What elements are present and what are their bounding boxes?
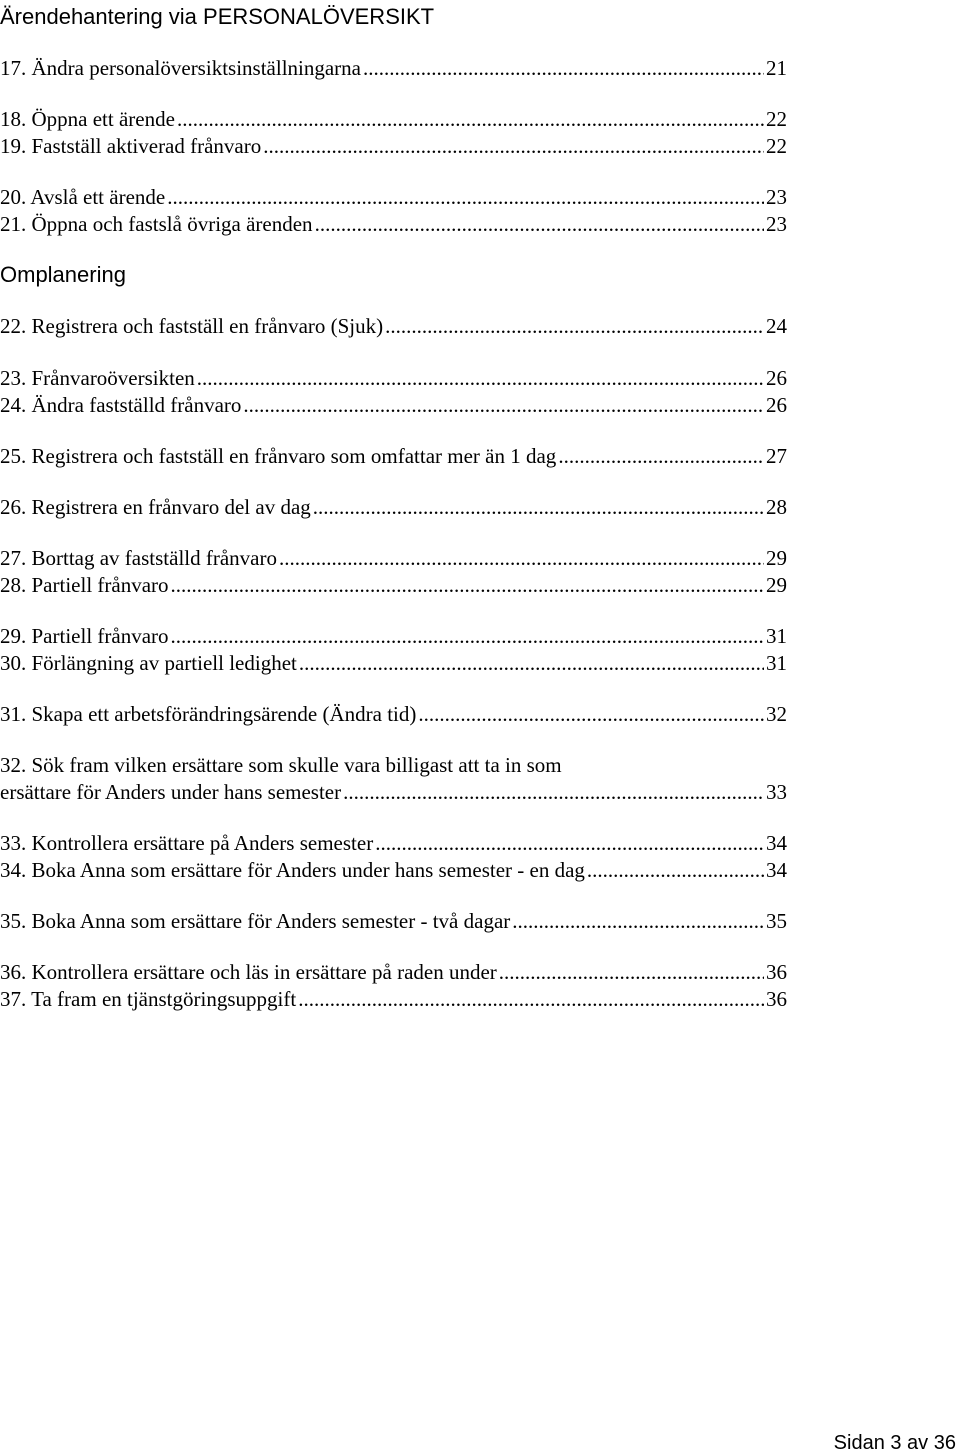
toc-entry-20[interactable]: [0, 184, 787, 210]
toc-entry-label: 28. Partiell frånvaro: [0, 573, 169, 597]
dot-leader: [343, 779, 764, 805]
dot-leader: [243, 392, 764, 418]
section-heading-omplanering: Omplanering: [0, 262, 126, 287]
dot-leader: [313, 494, 764, 520]
toc-entry-29[interactable]: [0, 623, 787, 649]
dot-leader: [171, 572, 764, 598]
toc-entry-label: 33. Kontrollera ersättare på Anders semester: [0, 831, 374, 855]
toc-entry-31[interactable]: [0, 701, 787, 727]
toc-entry-page: 29: [766, 573, 787, 597]
toc-entry-label: 24. Ändra fastställd frånvaro: [0, 393, 242, 417]
dot-leader: [299, 650, 764, 676]
dot-leader: [363, 55, 764, 81]
dot-leader: [558, 443, 764, 469]
toc-entry-page: 21: [766, 56, 787, 80]
toc-entry-label: 17. Ändra personalöversiktsinställningarna: [0, 56, 361, 80]
toc-entry-label: 19. Fastställ aktiverad frånvaro: [0, 134, 262, 158]
toc-entry-label: 30. Förlängning av partiell ledighet: [0, 651, 297, 675]
toc-entry-label: 26. Registrera en frånvaro del av dag: [0, 495, 311, 519]
toc-entry-label: 22. Registrera och fastställ en frånvaro (Sjuk): [0, 314, 384, 338]
toc-entry-page: 26: [766, 366, 787, 390]
dot-leader: [263, 133, 764, 159]
toc-entry-28[interactable]: [0, 572, 787, 598]
toc-entry-page: 22: [766, 134, 787, 158]
toc-entry-label: 35. Boka Anna som ersättare för Anders semester - två dagar: [0, 909, 511, 933]
dot-leader: [171, 623, 764, 649]
dot-leader: [279, 545, 764, 571]
toc-entry-label: 25. Registrera och fastställ en frånvaro som omfattar mer än 1 dag: [0, 444, 557, 468]
toc-entry-24[interactable]: [0, 392, 787, 418]
toc-entry-23[interactable]: [0, 365, 787, 391]
toc-entry-page: 28: [766, 495, 787, 519]
toc-entry-label: 37. Ta fram en tjänstgöringsuppgift: [0, 987, 297, 1011]
dot-leader: [177, 106, 764, 132]
dot-leader: [298, 986, 764, 1012]
toc-entry-32[interactable]: [0, 779, 787, 805]
dot-leader: [385, 313, 764, 339]
toc-entry-25[interactable]: [0, 443, 787, 469]
toc-entry-page: 31: [766, 651, 787, 675]
dot-leader: [197, 365, 764, 391]
toc-entry-label: 20. Avslå ett ärende: [0, 185, 166, 209]
toc-entry-label: 31. Skapa ett arbetsförändringsärende (Ändra tid): [0, 702, 417, 726]
dot-leader: [499, 959, 764, 985]
toc-entry-22[interactable]: [0, 313, 787, 339]
toc-entry-30[interactable]: [0, 650, 787, 676]
dot-leader: [512, 908, 764, 934]
toc-entry-page: 35: [766, 909, 787, 933]
toc-entry-18[interactable]: [0, 106, 787, 132]
toc-entry-32-line1[interactable]: 32. Sök fram vilken ersättare som skulle vara billigast att ta in som: [0, 753, 562, 777]
page-number-footer: Sidan 3 av 36: [833, 1432, 956, 1454]
toc-entry-page: 34: [766, 831, 787, 855]
toc-entry-label: 36. Kontrollera ersättare och läs in ersättare på raden under: [0, 960, 497, 984]
dot-leader: [315, 211, 764, 237]
toc-entry-page: 32: [766, 702, 787, 726]
toc-entry-label: 29. Partiell frånvaro: [0, 624, 169, 648]
toc-entry-label: 18. Öppna ett ärende: [0, 107, 175, 131]
toc-entry-label: 34. Boka Anna som ersättare för Anders under hans semester - en dag: [0, 858, 585, 882]
toc-entry-36[interactable]: [0, 959, 787, 985]
toc-entry-page: 36: [766, 987, 787, 1011]
toc-entry-27[interactable]: [0, 545, 787, 571]
toc-entry-label: ersättare för Anders under hans semester: [0, 780, 342, 804]
toc-entry-page: 29: [766, 546, 787, 570]
toc-entry-page: 24: [766, 314, 787, 338]
toc-entry-35[interactable]: [0, 908, 787, 934]
toc-entry-page: 23: [766, 212, 787, 236]
toc-entry-33[interactable]: [0, 830, 787, 856]
section-heading-personaloversikt: Ärendehantering via PERSONALÖVERSIKT: [0, 4, 435, 29]
toc-entry-26[interactable]: [0, 494, 787, 520]
toc-entry-page: 27: [766, 444, 787, 468]
toc-entry-37[interactable]: [0, 986, 787, 1012]
toc-entry-label: 23. Frånvaroöversikten: [0, 366, 195, 390]
toc-entry-page: 36: [766, 960, 787, 984]
toc-entry-34[interactable]: [0, 857, 787, 883]
toc-entry-19[interactable]: [0, 133, 787, 159]
toc-entry-17[interactable]: [0, 55, 787, 81]
dot-leader: [167, 184, 764, 210]
dot-leader: [418, 701, 764, 727]
toc-entry-page: 33: [766, 780, 787, 804]
toc-entry-page: 23: [766, 185, 787, 209]
dot-leader: [587, 857, 764, 883]
toc-entry-label: 21. Öppna och fastslå övriga ärenden: [0, 212, 313, 236]
toc-entry-label: 27. Borttag av fastställd frånvaro: [0, 546, 277, 570]
dot-leader: [375, 830, 764, 856]
toc-entry-page: 34: [766, 858, 787, 882]
toc-entry-21[interactable]: [0, 211, 787, 237]
toc-entry-page: 26: [766, 393, 787, 417]
toc-entry-page: 31: [766, 624, 787, 648]
toc-entry-page: 22: [766, 107, 787, 131]
